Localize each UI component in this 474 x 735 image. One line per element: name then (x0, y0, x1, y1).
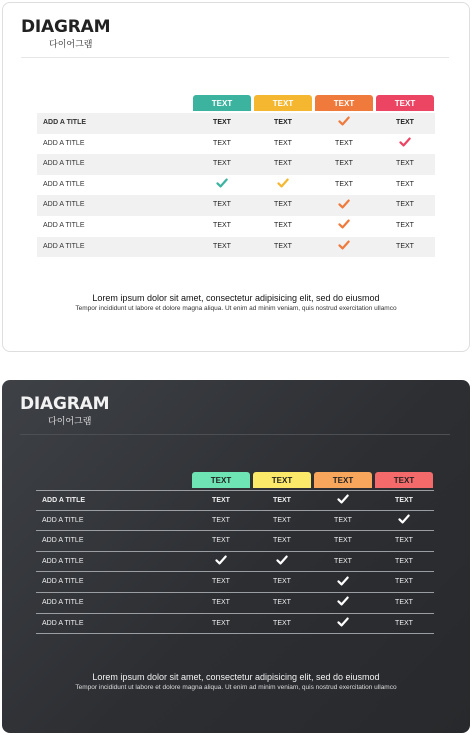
table-cell: TEXT (213, 201, 231, 209)
diagram-title: DIAGRAM (21, 17, 111, 37)
table-cell: TEXT (213, 160, 231, 168)
column-header-3: TEXT (315, 95, 373, 111)
table-cell: TEXT (395, 497, 413, 504)
table-cell: TEXT (212, 619, 230, 627)
column-header-4: TEXT (376, 95, 434, 111)
column-header-2: TEXT (254, 95, 312, 111)
table-cell: TEXT (334, 516, 352, 524)
table-cell: TEXT (212, 497, 230, 504)
caption-sub: Tempor incididunt ut labore et dolore magna aliqua. Ut enim ad minim veniam, quis nostrud exercitation ullamco (75, 684, 397, 691)
table-cell: TEXT (334, 557, 352, 565)
check-icon (315, 216, 373, 237)
table-cell: TEXT (335, 139, 353, 147)
row-label: ADD A TITLE (43, 201, 85, 209)
table-row (36, 572, 434, 593)
table-cell: TEXT (395, 619, 413, 627)
row-label: ADD A TITLE (42, 497, 86, 504)
table-cell: TEXT (334, 537, 352, 545)
table-cell: TEXT (335, 160, 353, 168)
caption-main: Lorem ipsum dolor sit amet, consectetur adipisicing elit, sed do eiusmod (92, 672, 380, 682)
check-icon (315, 113, 373, 134)
table-cell: TEXT (273, 537, 291, 545)
check-icon (192, 552, 250, 573)
check-icon (193, 175, 251, 196)
table-cell: TEXT (396, 201, 414, 209)
table-row (36, 593, 434, 614)
check-icon (314, 572, 372, 593)
table-cell: TEXT (274, 139, 292, 147)
table-row (37, 195, 435, 216)
table-cell: TEXT (273, 598, 291, 606)
row-label: ADD A TITLE (43, 160, 85, 168)
table-cell: TEXT (213, 221, 231, 229)
table-cell: TEXT (274, 119, 292, 126)
check-icon (314, 593, 372, 614)
table-cell: TEXT (273, 516, 291, 524)
dark-diagram-card (2, 380, 470, 733)
check-icon (375, 511, 433, 532)
table-row (37, 237, 435, 258)
comparison-table (36, 490, 434, 634)
row-label: ADD A TITLE (42, 578, 84, 586)
diagram-subtitle: 다이어그램 (48, 417, 92, 427)
check-icon (314, 614, 372, 635)
row-label: ADD A TITLE (42, 516, 84, 524)
table-row (36, 511, 434, 532)
diagram-subtitle: 다이어그램 (49, 40, 93, 50)
caption-main: Lorem ipsum dolor sit amet, consectetur adipisicing elit, sed do eiusmod (92, 293, 380, 303)
title-divider (20, 434, 450, 435)
diagram-title: DIAGRAM (20, 394, 110, 414)
table-row (36, 552, 434, 573)
table-cell: TEXT (212, 516, 230, 524)
table-cell: TEXT (395, 578, 413, 586)
table-cell: TEXT (273, 578, 291, 586)
check-icon (315, 195, 373, 216)
row-label: ADD A TITLE (43, 139, 85, 147)
column-header-1: TEXT (193, 95, 251, 111)
table-cell: TEXT (212, 537, 230, 545)
light-diagram-card (2, 2, 470, 352)
table-row (37, 134, 435, 155)
row-label: ADD A TITLE (43, 119, 87, 126)
table-cell: TEXT (273, 497, 291, 504)
table-cell: TEXT (335, 180, 353, 188)
row-label: ADD A TITLE (43, 180, 85, 188)
comparison-table (37, 113, 435, 257)
title-divider (21, 57, 449, 58)
check-icon (315, 237, 373, 258)
table-row (36, 614, 434, 635)
column-header-2: TEXT (253, 472, 311, 488)
column-header-1: TEXT (192, 472, 250, 488)
row-label: ADD A TITLE (43, 242, 85, 250)
table-cell: TEXT (396, 242, 414, 250)
table-row (37, 154, 435, 175)
table-cell: TEXT (396, 180, 414, 188)
table-cell: TEXT (273, 619, 291, 627)
column-header-3: TEXT (314, 472, 372, 488)
table-row (37, 175, 435, 196)
check-icon (253, 552, 311, 573)
table-cell: TEXT (212, 598, 230, 606)
table-cell: TEXT (274, 160, 292, 168)
row-label: ADD A TITLE (42, 598, 84, 606)
row-label: ADD A TITLE (42, 557, 84, 565)
check-icon (254, 175, 312, 196)
table-cell: TEXT (213, 139, 231, 147)
table-cell: TEXT (213, 119, 231, 126)
row-label: ADD A TITLE (42, 619, 84, 627)
table-cell: TEXT (213, 242, 231, 250)
table-row (36, 490, 434, 511)
table-cell: TEXT (274, 242, 292, 250)
table-cell: TEXT (395, 557, 413, 565)
table-row (37, 113, 435, 134)
table-row (36, 531, 434, 552)
table-cell: TEXT (396, 221, 414, 229)
table-cell: TEXT (274, 221, 292, 229)
check-icon (376, 134, 434, 155)
row-label: ADD A TITLE (43, 221, 85, 229)
check-icon (314, 491, 372, 512)
table-row (37, 216, 435, 237)
caption-sub: Tempor incididunt ut labore et dolore magna aliqua. Ut enim ad minim veniam, quis nostrud exercitation ullamco (75, 305, 397, 312)
column-header-4: TEXT (375, 472, 433, 488)
table-cell: TEXT (212, 578, 230, 586)
row-label: ADD A TITLE (42, 537, 84, 545)
table-cell: TEXT (395, 537, 413, 545)
table-cell: TEXT (395, 598, 413, 606)
table-cell: TEXT (396, 119, 414, 126)
table-cell: TEXT (396, 160, 414, 168)
table-cell: TEXT (274, 201, 292, 209)
